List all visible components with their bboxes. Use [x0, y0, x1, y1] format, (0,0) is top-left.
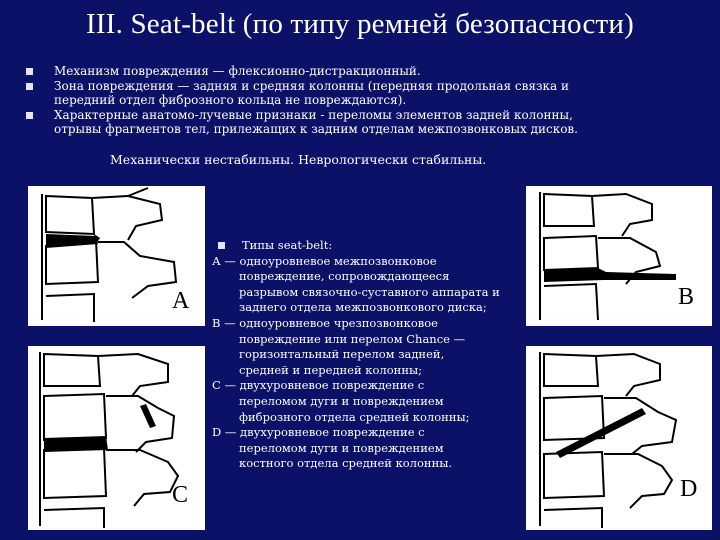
type-line: средней и передней колонны; [239, 362, 423, 377]
seatbelt-types-list [212, 238, 522, 472]
type-line: А — одноуровневое межпозвонковое [212, 253, 437, 268]
bullet-line: Механизм повреждения — флексионно-дистракционный. [54, 64, 421, 78]
bullet-item [24, 79, 704, 108]
label-c: С [172, 482, 189, 508]
bullet-square-icon [26, 112, 33, 119]
bullet-square-icon [218, 242, 225, 249]
bullet-square-icon [26, 83, 33, 90]
bullet-line: Зона повреждения — задняя и средняя колонны (передняя продольная связка и [54, 78, 569, 93]
bullet-line: Характерные анатомо-лучевые признаки - переломы элементов задней колонны, [54, 107, 573, 122]
type-line: переломом дуги и повреждением [239, 440, 444, 455]
stability-summary: Механически нестабильны. Неврологически стабильны. [110, 152, 487, 167]
bullet-square-icon [26, 68, 33, 75]
bullet-line: отрывы фрагментов тел, прилежащих к задним отделам межпозвонковых дисков. [54, 122, 578, 136]
type-line: повреждение, сопровождающееся [239, 269, 450, 284]
type-line: D — двухуровневое повреждение с [212, 425, 425, 440]
type-line: переломом дуги и повреждением [239, 393, 444, 408]
bullet-item [24, 108, 704, 137]
bullet-item [24, 64, 704, 79]
bullet-list [24, 64, 704, 137]
type-line: костного отдела средней колонны. [239, 456, 453, 471]
type-line: фиброзного отдела средней колонны; [239, 409, 470, 424]
type-item-c [212, 378, 522, 425]
types-heading-text: Типы seat-belt: [242, 238, 333, 252]
type-item-b [212, 316, 522, 378]
type-line: горизонтальный перелом задней, [239, 347, 445, 362]
type-item-a [212, 254, 522, 316]
types-heading [212, 238, 522, 254]
label-b: В [678, 284, 695, 310]
type-line: В — одноуровневое чрезпозвонковое [212, 315, 438, 330]
label-a: А [172, 288, 190, 314]
type-line: повреждение или перелом Chance — [239, 331, 466, 346]
type-line: заднего отдела межпозвонкового диска; [239, 300, 487, 315]
type-line: разрывом связочно-суставного аппарата и [239, 284, 500, 299]
bullet-line: передний отдел фиброзного кольца не повреждаются). [54, 93, 407, 107]
slide-title: III. Seat-belt (по типу ремней безопасности) [86, 8, 634, 40]
type-item-d [212, 425, 522, 472]
label-d: D [680, 476, 698, 502]
type-line: С — двухуровневое повреждение с [212, 378, 425, 393]
